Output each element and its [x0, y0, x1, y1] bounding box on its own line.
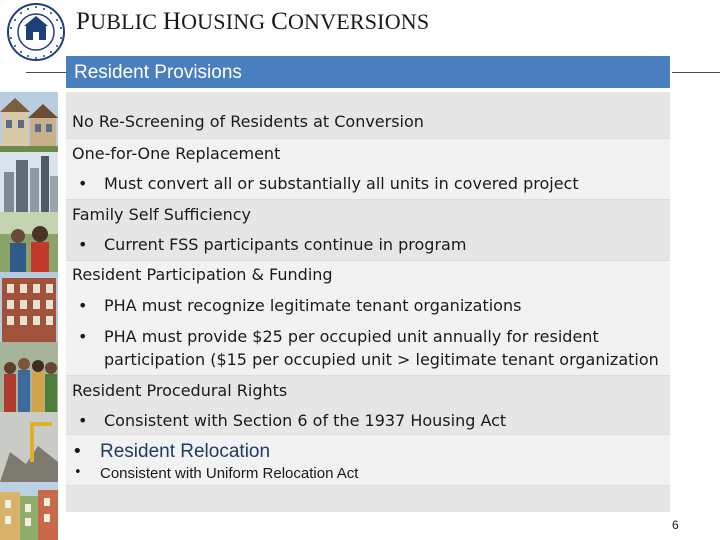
provision-bullet: Current FSS participants continue in program — [104, 235, 467, 254]
title-text: ONVERSIONS — [287, 9, 430, 34]
provision-bullet: PHA must provide $25 per occupied unit annually for resident — [104, 327, 599, 346]
photo-strip — [0, 92, 58, 540]
photo-people-2 — [0, 342, 58, 412]
bullet-icon: • — [72, 441, 83, 462]
photo-townhouses — [0, 482, 58, 540]
hud-seal-icon — [6, 2, 66, 62]
bullet-icon: • — [78, 411, 88, 430]
photo-people-1 — [0, 212, 58, 272]
bullet-icon: • — [78, 235, 88, 254]
title-letter: H — [162, 8, 182, 35]
section-title: Resident Provisions — [74, 62, 242, 83]
section-header — [66, 56, 670, 88]
provision-heading: Resident Procedural Rights — [72, 381, 288, 400]
table-row — [66, 139, 670, 199]
table-row — [66, 376, 670, 434]
photo-houses — [0, 92, 58, 152]
table-row — [66, 92, 670, 138]
table-row — [66, 261, 670, 375]
provision-bullet: PHA must recognize legitimate tenant organizations — [104, 296, 522, 315]
page-title — [76, 8, 429, 36]
title-text: OUSING — [181, 9, 272, 34]
relocation-body: Consistent with Uniform Relocation Act — [100, 465, 359, 482]
title-letter: C — [271, 8, 288, 35]
provision-heading: Resident Participation & Funding — [72, 265, 333, 284]
rule-left — [26, 72, 66, 73]
page-number: 6 — [672, 518, 679, 532]
rule-right — [672, 72, 720, 73]
bullet-icon: • — [74, 465, 82, 480]
table-row — [66, 435, 670, 485]
bullet-icon: • — [78, 296, 88, 315]
provision-bullet: participation ($15 per occupied unit > legitimate tenant organization — [104, 350, 659, 369]
provision-bullet: Consistent with Section 6 of the 1937 Housing Act — [104, 411, 507, 430]
photo-skyline — [0, 152, 58, 212]
title-letter: P — [76, 8, 91, 35]
photo-apartments — [0, 272, 58, 342]
provisions-table — [66, 92, 670, 512]
provision-heading: One-for-One Replacement — [72, 144, 281, 163]
photo-demolition — [0, 412, 58, 482]
table-row — [66, 200, 670, 260]
bullet-icon: • — [78, 174, 88, 193]
relocation-heading: Resident Relocation — [100, 441, 271, 462]
provision-heading: Family Self Sufficiency — [72, 205, 251, 224]
title-text: UBLIC — [90, 9, 163, 34]
provision-heading: No Re-Screening of Residents at Conversion — [72, 112, 424, 131]
table-row — [66, 486, 670, 512]
provision-bullet: Must convert all or substantially all units in covered project — [104, 174, 579, 193]
bullet-icon: • — [78, 327, 88, 346]
